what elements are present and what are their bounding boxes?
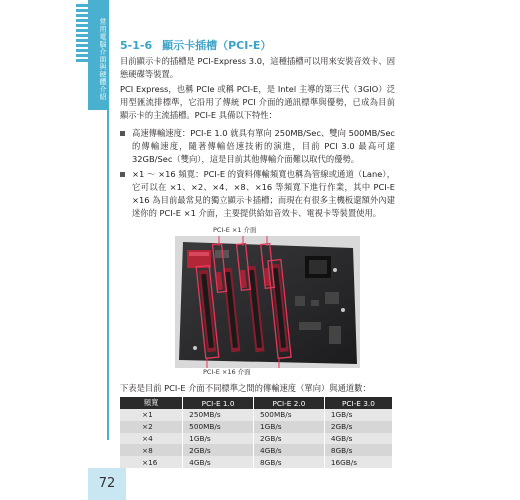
sidebar-comb-decoration: [76, 4, 88, 66]
table-caption: 下表是目前 PCI-E 介面不同標準之間的傳輸速度（單向）與通道數：: [120, 383, 371, 393]
table-header-cell: PCI-E 1.0: [183, 397, 254, 409]
table-cell: 500MB/s: [183, 421, 254, 433]
bullet-item: [120, 168, 395, 220]
table-cell: 250MB/s: [183, 409, 254, 421]
page-number: 72: [98, 476, 116, 491]
table-cell: 2GB/s: [324, 421, 392, 433]
table-header-cell: 頻寬: [120, 397, 183, 409]
table-cell: ×2: [120, 421, 183, 433]
table-row: [120, 421, 393, 433]
bullet-text: 高速傳輸速度：PCI-E 1.0 就具有單向 250MB/Sec、雙向 500MB/Sec 的傳輸速度，隨著傳輸倍速技術的演進，目前 PCI 3.0 最高可達 32GB/Sec（雙向），這是目前其他傳輸介面難以取代的優勢。: [132, 128, 395, 164]
table-cell: 8GB/s: [324, 444, 392, 456]
table-header-cell: PCI-E 3.0: [324, 397, 392, 409]
pcie-speed-table: [120, 397, 393, 468]
table-cell: ×8: [120, 444, 183, 456]
table-cell: 1GB/s: [183, 433, 254, 445]
table-cell: 4GB/s: [183, 456, 254, 468]
table-cell: ×16: [120, 456, 183, 468]
table-row: [120, 444, 393, 456]
table-cell: 2GB/s: [183, 444, 254, 456]
table-row: [120, 456, 393, 468]
motherboard-photo: [175, 236, 360, 368]
table-cell: 2GB/s: [254, 433, 325, 445]
table-cell: 4GB/s: [254, 444, 325, 456]
figure-label-pcie-x1: PCI-E ×1 介面: [213, 226, 257, 234]
table-cell: 16GB/s: [324, 456, 392, 468]
section-number: 5-1-6: [120, 39, 153, 52]
table-row: [120, 433, 393, 445]
section-heading: [120, 37, 271, 53]
bullet-text: ×1 ～ ×16 頻寬：PCI-E 的資料傳輸頻寬也稱為管線或通道（Lane），它可以在 ×1、×2、×4、×8、×16 等頻寬下進行作業，其中 PCI-E ×16 為目前最常見的獨立顯示卡插槽；而現在有很多主機板還額外內建迷你的 PCI-E ×1 介面，主要提供給如音效卡、電視卡等裝置使用。: [132, 169, 395, 218]
table-header-cell: PCI-E 2.0: [254, 397, 325, 409]
table-cell: 4GB/s: [324, 433, 392, 445]
table-header-row: [120, 397, 393, 409]
table-cell: 1GB/s: [324, 409, 392, 421]
table-cell: 8GB/s: [254, 456, 325, 468]
table-cell: ×1: [120, 409, 183, 421]
square-bullet-icon: [120, 172, 125, 177]
square-bullet-icon: [120, 131, 125, 136]
table-row: [120, 409, 393, 421]
paragraph-pci-express: PCI Express，也稱 PCIe 或稱 PCI-E，是 Intel 主導的第三代（3GIO）泛用型匯流排標準，它沿用了傳統 PCI 介面的通訊標準與優勢，已成為目前顯示卡的主流插槽。PCI-E 具備以下特性：: [120, 84, 395, 120]
section-title: 顯示卡插槽（PCI-E）: [162, 39, 272, 52]
table-cell: ×4: [120, 433, 183, 445]
table-cell: 500MB/s: [254, 409, 325, 421]
bullet-item: [120, 127, 395, 166]
sidebar-chapter-label: 常用電腦介面與硬體介紹: [99, 18, 107, 101]
paragraph-intro: 目前顯示卡的插槽是 PCI-Express 3.0，這種插槽可以用來安裝音效卡、固態硬碟等裝置。: [120, 56, 395, 79]
sidebar-line: [107, 110, 109, 440]
figure-label-pcie-x16: PCI-E ×16 介面: [203, 368, 251, 376]
table-cell: 1GB/s: [254, 421, 325, 433]
